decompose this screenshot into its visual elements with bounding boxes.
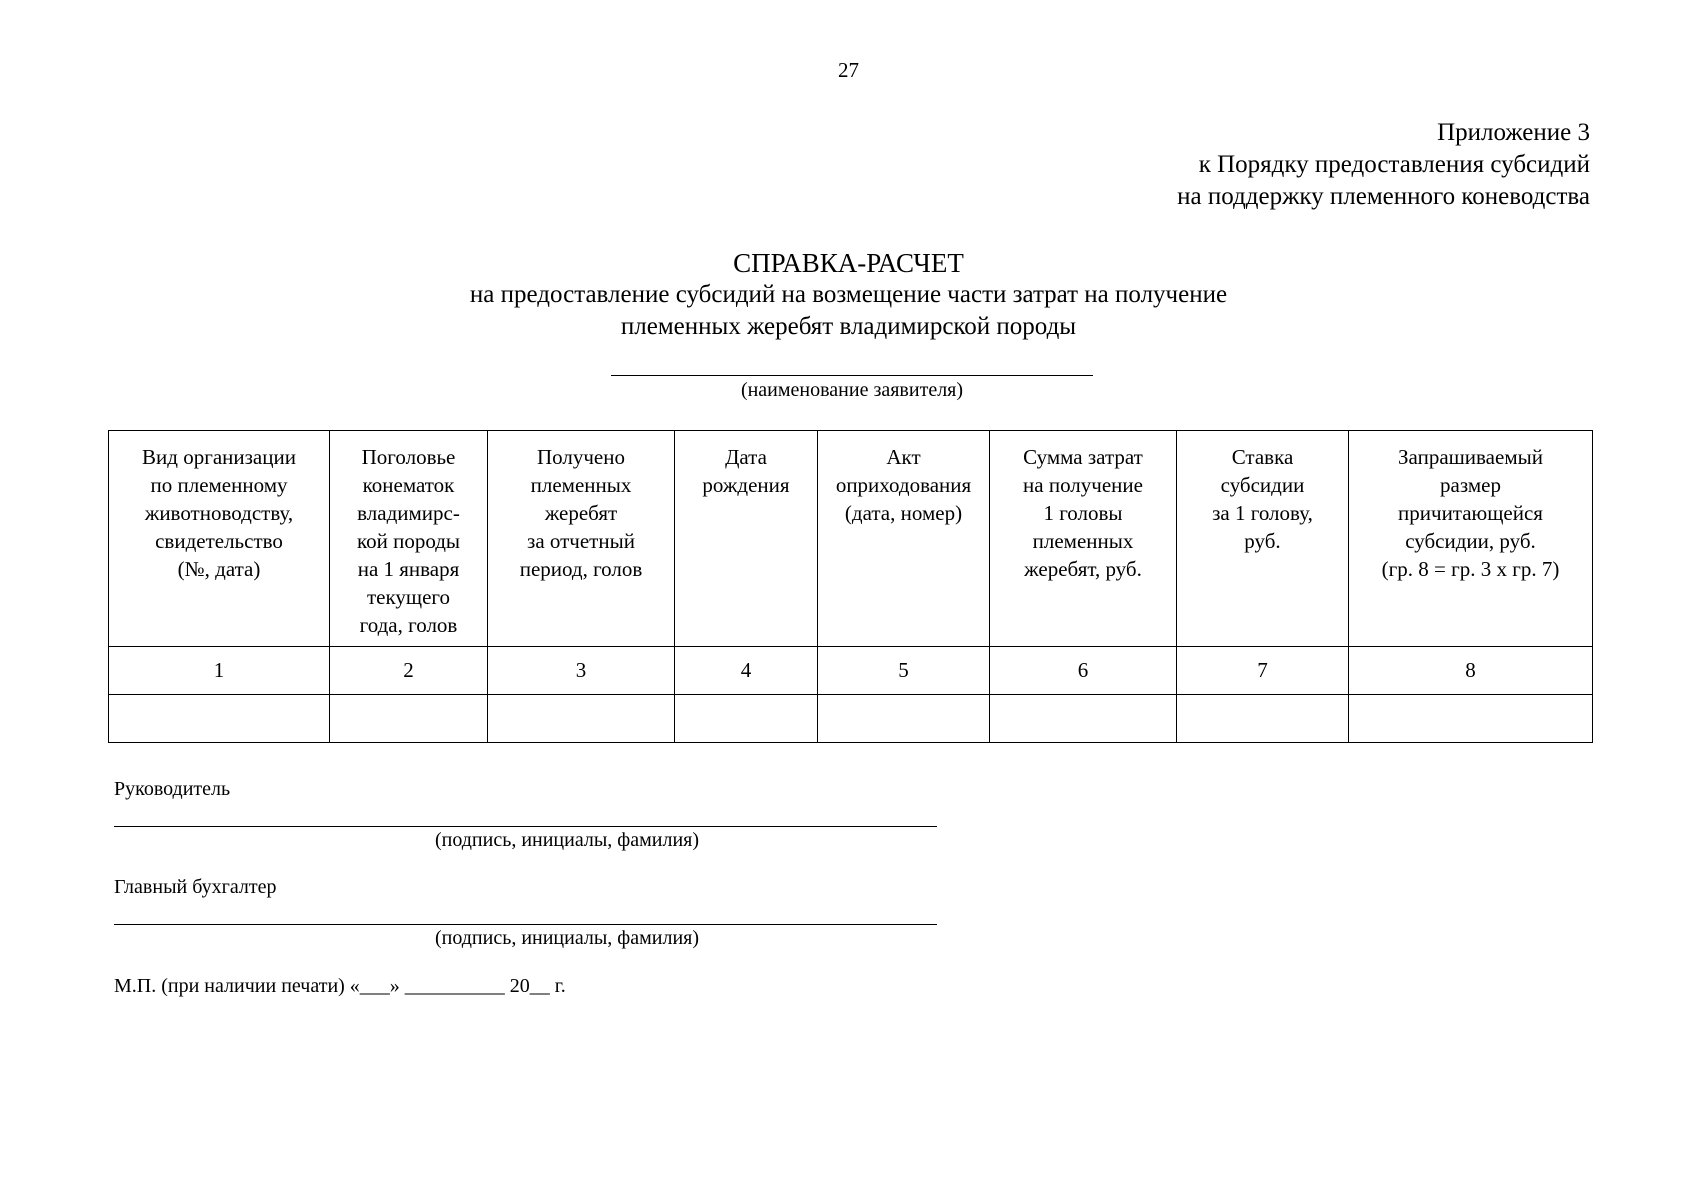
applicant-name-line: [611, 375, 1093, 376]
column-number-cell: 6: [990, 647, 1177, 695]
header-cell: [488, 431, 675, 647]
column-number-cell: 5: [818, 647, 990, 695]
head-signature-label: Руководитель: [114, 778, 231, 800]
column-number-cell: 8: [1349, 647, 1593, 695]
head-signature-line: [114, 826, 937, 827]
empty-data-cell: [330, 695, 488, 743]
column-number-cell: 4: [675, 647, 818, 695]
header-cell-line: субсидии, руб.: [1405, 529, 1536, 553]
header-cell-line: жеребят, руб.: [1024, 557, 1142, 581]
appendix-reference: [1177, 117, 1590, 213]
page-number: 27: [838, 58, 859, 82]
empty-data-cell: [1177, 695, 1349, 743]
document-subtitle-line-1: на предоставление субсидий на возмещение части затрат на получение: [469, 281, 1228, 308]
header-cell-line: Запрашиваемый: [1398, 445, 1543, 469]
header-cell-line: Поголовье: [361, 445, 456, 469]
header-cell-line: по племенному: [150, 473, 288, 497]
header-cell-line: на 1 января: [357, 557, 460, 581]
document-title: СПРАВКА-РАСЧЕТ: [733, 248, 964, 278]
calculation-table: [108, 430, 1593, 743]
header-cell-line: племенных: [1032, 529, 1134, 553]
header-cell-line: на получение: [1023, 473, 1143, 497]
empty-data-cell: [1349, 695, 1593, 743]
header-cell: [990, 431, 1177, 647]
empty-data-cell: [990, 695, 1177, 743]
empty-data-cell: [675, 695, 818, 743]
header-cell-line: за отчетный: [527, 529, 635, 553]
column-number-row: [109, 647, 1593, 695]
header-cell-line: жеребят: [544, 501, 618, 525]
document-title-block: [0, 247, 1697, 343]
header-cell: [330, 431, 488, 647]
header-cell-line: Вид организации: [142, 445, 296, 469]
header-cell-line: оприходования: [835, 473, 972, 497]
header-cell-line: Получено: [537, 445, 625, 469]
header-cell-line: Дата: [725, 445, 767, 469]
appendix-line-3: на поддержку племенного коневодства: [1177, 183, 1590, 210]
head-signature-caption: (подпись, инициалы, фамилия): [434, 829, 700, 851]
header-cell-line: (№, дата): [177, 557, 261, 581]
appendix-line-1: Приложение 3: [1437, 119, 1590, 146]
empty-data-cell: [818, 695, 990, 743]
header-cell-line: конематок: [362, 473, 455, 497]
appendix-line-2: к Порядку предоставления субсидий: [1198, 151, 1590, 178]
header-cell-line: (дата, номер): [844, 501, 963, 525]
header-cell-line: Ставка: [1231, 445, 1294, 469]
header-cell-line: года, голов: [359, 613, 458, 637]
header-cell: [675, 431, 818, 647]
header-cell-line: рождения: [702, 473, 790, 497]
header-cell-line: (гр. 8 = гр. 3 х гр. 7): [1381, 557, 1560, 581]
header-cell-line: племенных: [530, 473, 632, 497]
header-cell-line: период, голов: [519, 557, 643, 581]
header-cell-line: за 1 голову,: [1212, 501, 1313, 525]
applicant-caption: (наименование заявителя): [740, 379, 964, 401]
header-cell-line: субсидии: [1220, 473, 1305, 497]
empty-data-cell: [109, 695, 330, 743]
empty-data-cell: [488, 695, 675, 743]
header-cell-line: владимирс-: [357, 501, 460, 525]
header-cell-line: размер: [1440, 473, 1501, 497]
column-number-cell: 1: [109, 647, 330, 695]
header-cell: [109, 431, 330, 647]
accountant-signature-line: [114, 924, 937, 925]
header-cell-line: руб.: [1244, 529, 1281, 553]
header-cell: [818, 431, 990, 647]
header-cell: [1177, 431, 1349, 647]
table-header-row: [109, 431, 1593, 647]
header-cell-line: кой породы: [356, 529, 461, 553]
header-cell-line: животноводству,: [144, 501, 294, 525]
accountant-signature-caption: (подпись, инициалы, фамилия): [434, 927, 700, 949]
header-cell-line: Акт: [886, 445, 921, 469]
header-cell-line: свидетельство: [155, 529, 283, 553]
accountant-signature-label: Главный бухгалтер: [114, 876, 277, 898]
header-cell-line: причитающейся: [1398, 501, 1543, 525]
column-number-cell: 3: [488, 647, 675, 695]
header-cell: [1349, 431, 1593, 647]
column-number-cell: 7: [1177, 647, 1349, 695]
document-subtitle-line-2: племенных жеребят владимирской породы: [620, 313, 1077, 340]
header-cell-line: текущего: [367, 585, 450, 609]
table-row: [109, 695, 1593, 743]
column-number-cell: 2: [330, 647, 488, 695]
stamp-and-date-line: М.П. (при наличии печати) «___» __________ 20__ г.: [114, 975, 566, 997]
header-cell-line: Сумма затрат: [1023, 445, 1143, 469]
header-cell-line: 1 головы: [1043, 501, 1123, 525]
